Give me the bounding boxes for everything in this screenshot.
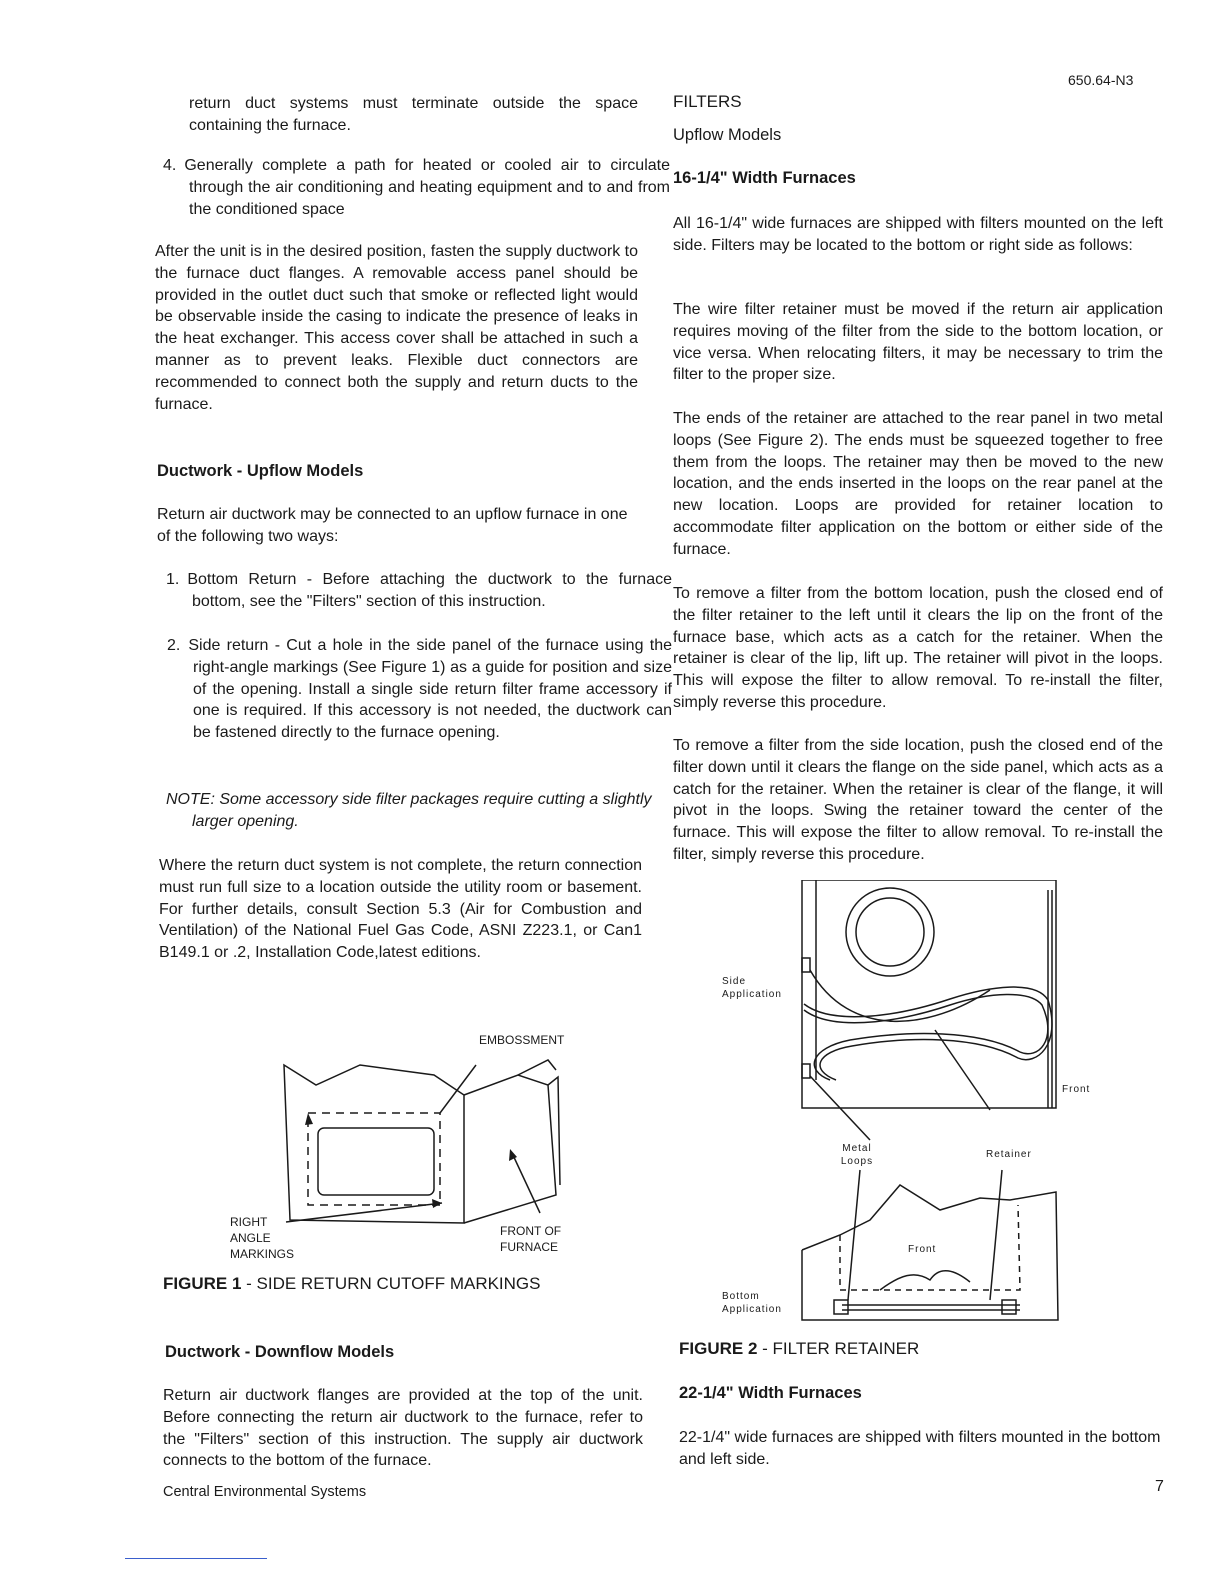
label-retainer: Retainer xyxy=(986,1149,1032,1160)
figure-2-number: FIGURE 2 xyxy=(679,1339,758,1358)
label-metal-loops: Metal Loops xyxy=(840,1143,874,1167)
filters-paragraph-4: To remove a filter from the bottom location, push the closed end of the filter retainer to the left until it clears the lip on the front of the furnace base, which acts as a catch for the retainer. When the retainer is clear of the lip, lift up. The retainer will pivot in the loops. This will expose the filter to allow removal. To re-install the filter, simply reverse this procedure. xyxy=(673,585,1163,711)
footnote-rule xyxy=(125,1558,267,1559)
heading-22-width: 22-1/4" Width Furnaces xyxy=(679,1384,862,1402)
blower-inner xyxy=(856,898,924,966)
label-front-top: Front xyxy=(1062,1084,1091,1095)
loops-leader-bottom xyxy=(848,1170,860,1300)
label-side-application: Side Application xyxy=(722,976,782,1000)
label-right-angle-markings: RIGHT ANGLE MARKINGS xyxy=(230,1215,295,1261)
filters-paragraph-2: The wire filter retainer must be moved if the return air application requires moving of the filter from the side to the bottom location, or vice versa. When relocating filters, it may be necessary to trim the filter to the proper size. xyxy=(673,301,1163,384)
bottom-filter-contour xyxy=(880,1271,970,1290)
bottom-catch xyxy=(1002,1300,1016,1314)
heading-upflow-models: Upflow Models xyxy=(673,126,782,144)
label-embossment: EMBOSSMENT xyxy=(479,1033,565,1047)
side-retainer-wire xyxy=(804,994,1048,1080)
figure-2-caption xyxy=(679,1339,919,1359)
ductwork-paragraph: After the unit is in the desired position, fasten the supply ductwork to the furnace duct flanges. A removable access panel should be provided in the outlet duct such that smoke or reflected light would be observable inside the casing to indicate the presence of leaks in the heat exchanger. This access cover shall be attached in such a manner as to prevent leaks. Flexible duct connectors are recommended to connect both the supply and return ducts to the furnace. xyxy=(155,243,638,413)
filters-paragraph-5: To remove a filter from the side location, push the closed end of the filter down until it clears the flange on the side panel, which acts as a catch for the retainer. When the retainer is clear of the flange, it will pivot in the loops. Swing the retainer toward the center of the furnace. This will expose the filter to allow removal. To re-install the filter, simply reverse this procedure. xyxy=(673,737,1163,863)
blower-outer xyxy=(846,888,934,976)
arrowhead-right-angle xyxy=(432,1199,442,1208)
heading-16-width: 16-1/4" Width Furnaces xyxy=(673,169,856,187)
downflow-paragraph: Return air ductwork flanges are provided at the top of the unit. Before connecting the return air ductwork to the furnace, refer to the "Filters" section of this instruction. The supply air ductwork connects to the bottom of the furnace. xyxy=(163,1387,643,1470)
label-front-of-furnace: FRONT OF FURNACE xyxy=(500,1224,562,1254)
note-paragraph: NOTE: Some accessory side filter packages require cutting a slightly larger opening. xyxy=(166,791,652,830)
intro-paragraph: return duct systems must terminate outside the space containing the furnace. xyxy=(189,95,638,134)
filters-paragraph-3: The ends of the retainer are attached to the rear panel in two metal loops (See Figure 2). The ends must be squeezed together to free them from the loops. The retainer may then be moved to the new location, and the ends inserted in the loops on the rear panel at the new location. Loops are provided for retainer location to accommodate filter application on the bottom or either side of the furnace. xyxy=(673,410,1163,558)
return-air-paragraph: Return air ductwork may be connected to an upflow furnace in one of the following two ways: xyxy=(157,506,628,545)
heading-ductwork-upflow: Ductwork - Upflow Models xyxy=(157,462,364,480)
figure-1-number: FIGURE 1 xyxy=(163,1274,242,1293)
filters-paragraph-1: All 16-1/4" wide furnaces are shipped with filters mounted on the left side. Filters may be located to the bottom or right side as follows: xyxy=(673,215,1163,254)
list-item-side-return: 2. Side return - Cut a hole in the side panel of the furnace using the right-angle markings (See Figure 1) as a guide for position and size of the opening. Install a single side return filter frame accessory if one is required. If this accessory is not needed, the ductwork can be fastened directly to the furnace opening. xyxy=(167,637,672,742)
side-loop-top xyxy=(802,958,810,972)
front-panel-top xyxy=(518,1060,556,1075)
side-application-view xyxy=(802,880,1056,1140)
side-loop-bottom xyxy=(802,1064,810,1078)
label-bottom-application: Bottom Application xyxy=(722,1291,782,1315)
bottom-loop xyxy=(834,1300,848,1314)
figure-1-title: - SIDE RETURN CUTOFF MARKINGS xyxy=(241,1274,541,1293)
embossment-leader xyxy=(440,1065,476,1113)
arrowhead-front xyxy=(509,1149,517,1161)
where-paragraph: Where the return duct system is not complete, the return connection must run full size to a location outside the utility room or basement. For further details, consult Section 5.3 (Air for Combustion and Ventilation) of the National Fuel Gas Code, ASNI Z223.1, or Can1 B149.1 or .2, Installation Code,latest editions. xyxy=(159,857,642,962)
right-angle-markings xyxy=(308,1113,440,1205)
embossment-rectangle xyxy=(318,1128,434,1195)
document-number: 650.64-N3 xyxy=(1068,72,1134,88)
side-panel-outline xyxy=(284,1065,464,1223)
label-front-bottom: Front xyxy=(908,1244,937,1255)
figure-2-drawing xyxy=(790,880,1070,1330)
retainer-leader-bottom xyxy=(990,1170,1002,1300)
heading-ductwork-downflow: Ductwork - Downflow Models xyxy=(165,1343,395,1361)
filters-paragraph-6: 22-1/4" wide furnaces are shipped with filters mounted in the bottom and left side. xyxy=(679,1429,1161,1468)
footer-company: Central Environmental Systems xyxy=(163,1484,367,1500)
furnace-side-outline xyxy=(802,880,1056,1108)
figure-1-caption xyxy=(163,1274,541,1294)
furnace-side-panel xyxy=(284,1060,560,1223)
heading-filters: FILTERS xyxy=(673,92,742,111)
page-number: 7 xyxy=(1155,1478,1164,1495)
list-item-4: 4. Generally complete a path for heated or cooled air to circulate through the air conditioning and heating equipment and to and from the conditioned space xyxy=(163,157,670,218)
figure-2-title: - FILTER RETAINER xyxy=(757,1339,920,1358)
list-item-bottom-return: 1. Bottom Return - Before attaching the ductwork to the furnace bottom, see the "Filters" section of this instruction. xyxy=(166,571,672,610)
right-angle-leader xyxy=(286,1203,442,1222)
arrowhead-corner xyxy=(305,1113,313,1125)
